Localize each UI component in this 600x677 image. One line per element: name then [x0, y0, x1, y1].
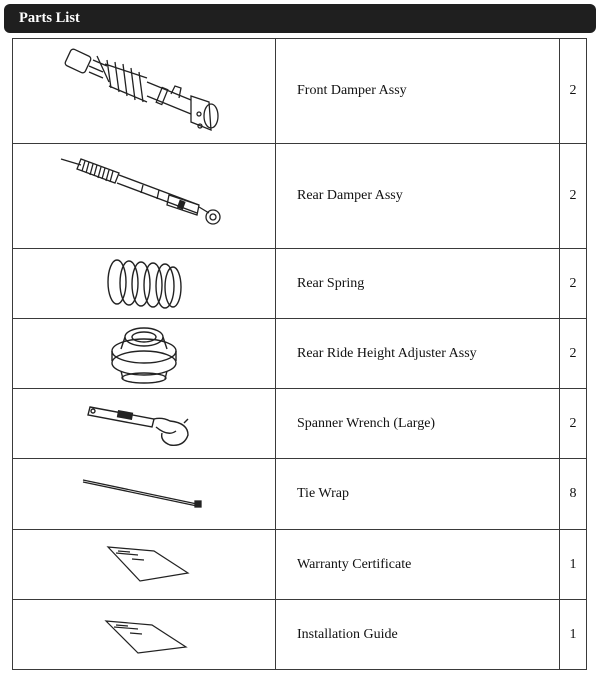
part-name: Rear Ride Height Adjuster Assy: [276, 319, 560, 389]
part-qty: 2: [560, 144, 587, 249]
part-image-cell: [13, 144, 276, 249]
part-image-cell: [13, 39, 276, 144]
section-header: [4, 4, 596, 33]
part-qty: 8: [560, 459, 587, 530]
table-row: [13, 144, 587, 249]
part-image-cell: [13, 530, 276, 600]
part-image-cell: [13, 459, 276, 530]
document-icon: [94, 613, 194, 657]
table-row: [13, 39, 587, 144]
part-name: Warranty Certificate: [276, 530, 560, 600]
part-image-cell: [13, 600, 276, 670]
part-name: Front Damper Assy: [276, 39, 560, 144]
rear-damper-icon: [59, 149, 229, 244]
document-icon: [94, 543, 194, 587]
part-qty: 2: [560, 389, 587, 459]
part-qty: 2: [560, 39, 587, 144]
part-image-cell: [13, 319, 276, 389]
part-image-cell: [13, 389, 276, 459]
part-image-cell: [13, 249, 276, 319]
part-name: Spanner Wrench (Large): [276, 389, 560, 459]
rear-spring-icon: [99, 254, 189, 314]
parts-table: [12, 38, 587, 670]
table-row: [13, 319, 587, 389]
part-name: Rear Damper Assy: [276, 144, 560, 249]
table-row: [13, 389, 587, 459]
part-name: Rear Spring: [276, 249, 560, 319]
table-row: [13, 530, 587, 600]
spanner-wrench-icon: [84, 399, 204, 449]
part-name: Installation Guide: [276, 600, 560, 670]
table-row: [13, 600, 587, 670]
table-row: [13, 459, 587, 530]
table-row: [13, 249, 587, 319]
tie-wrap-icon: [79, 474, 209, 514]
part-name: Tie Wrap: [276, 459, 560, 530]
part-qty: 2: [560, 249, 587, 319]
part-qty: 2: [560, 319, 587, 389]
height-adjuster-icon: [99, 323, 189, 385]
section-title: Parts List: [19, 10, 80, 26]
part-qty: 1: [560, 600, 587, 670]
part-qty: 1: [560, 530, 587, 600]
front-damper-icon: [59, 44, 229, 139]
